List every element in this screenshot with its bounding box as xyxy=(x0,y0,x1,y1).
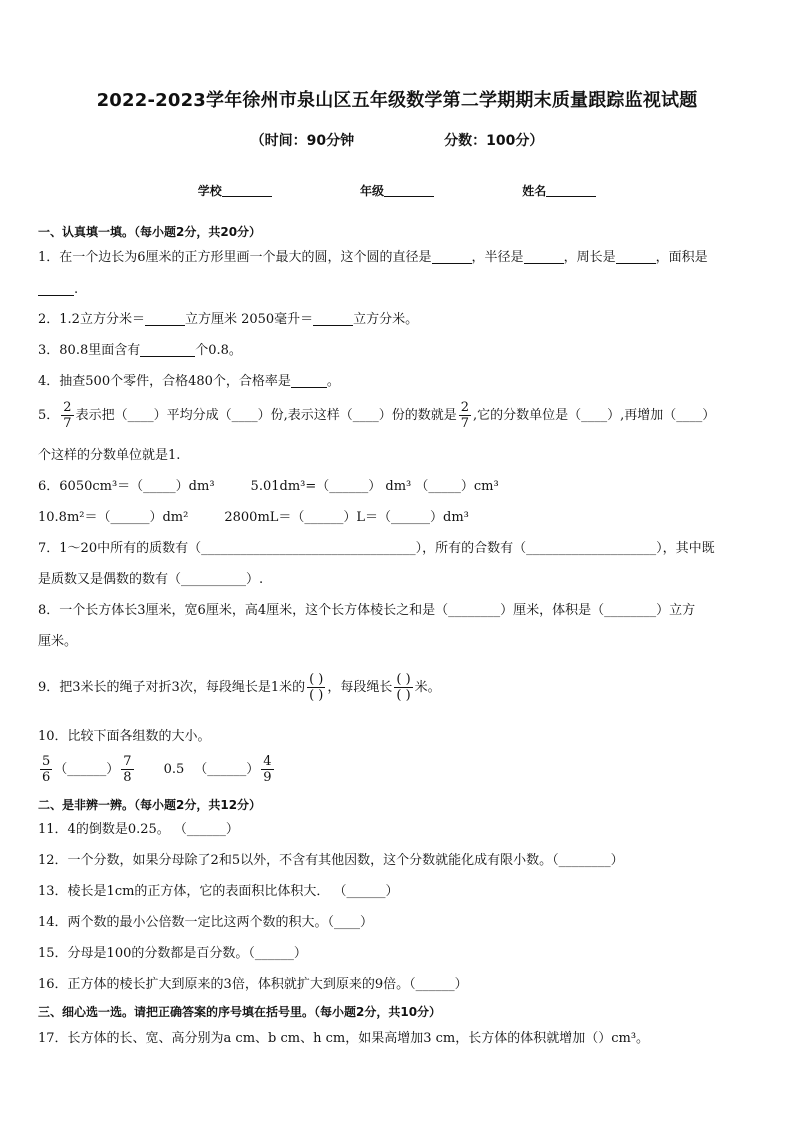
score-label: 分数：100分） xyxy=(444,133,544,149)
fraction-5-6: $\frac{5}{6}$ xyxy=(42,754,51,785)
question-3: 3．80.8里面含有 个0.8。 xyxy=(38,343,242,358)
question-1: 1．在一个边长为6厘米的正方形里画一个最大的圆，这个圆的直径是 ，半径是 ，周长是 ，面积是 xyxy=(38,250,708,265)
question-15: 15．分母是100的分数都是百分数。（______） xyxy=(38,946,307,961)
question-2: 2．1.2立方分米＝ 立方厘米 2050毫升＝ 立方分米。 xyxy=(38,312,419,327)
exam-title: 2022-2023学年徐州市泉山区五年级数学第二学期期末质量跟踪监视试题 xyxy=(96,90,698,111)
question-5-cont: 个这样的分数单位就是1. xyxy=(38,448,181,463)
question-7: 7．1～20中所有的质数有（_________________________________），所有的合数有（____________________），其中既 xyxy=(38,541,715,556)
blank-fraction: $\frac{( )}{( )}$ xyxy=(309,672,324,703)
question-12: 12．一个分数，如果分母除了2和5以外，不含有其他因数，这个分数就能化成有限小数。（________） xyxy=(38,853,624,868)
student-info xyxy=(0,182,794,199)
question-10-items: $\frac{5}{6}$ （______） $\frac{7}{8}$ 0.5 （______） $\frac{4}{9}$ xyxy=(42,754,272,785)
name-field[interactable] xyxy=(546,184,596,197)
name-label: 姓名 xyxy=(522,184,547,198)
section-2-heading: 二、是非辨一辨。（每小题2分，共12分） xyxy=(38,798,262,812)
question-8: 8．一个长方体长3厘米，宽6厘米，高4厘米，这个长方体棱长之和是（________）厘米，体积是（________）立方 xyxy=(38,603,696,618)
section-3-heading: 三、细心选一选。请把正确答案的序号填在括号里。（每小题2分，共10分） xyxy=(38,1005,442,1019)
school-field[interactable] xyxy=(222,184,272,197)
question-13: 13．棱长是1cm的正方体，它的表面积比体积大． （______） xyxy=(38,884,399,899)
question-7-cont: 是质数又是偶数的数有（__________）. xyxy=(38,572,264,587)
question-6-row-2: 10.8m²＝（______）dm² 2800mL＝（______）L＝（______）dm³ xyxy=(38,510,469,525)
question-1-cont: . xyxy=(38,280,78,300)
question-11: 11．4的倒数是0.25。 （______） xyxy=(38,822,239,837)
question-6-row-1: 6．6050cm³＝（_____）dm³ 5.01dm³=（______） dm³ （_____）cm³ xyxy=(38,479,499,494)
question-17: 17．长方体的长、宽、高分别为a cm、b cm、h cm，如果高增加3 cm，长方体的体积就增加（）cm³。 xyxy=(38,1031,650,1046)
grade-label: 年级 xyxy=(359,184,384,198)
grade-field[interactable] xyxy=(384,184,434,197)
fraction-2-7: $\frac{2}{7}$ xyxy=(63,400,72,431)
question-14: 14．两个数的最小公倍数一定比这两个数的积大。（____） xyxy=(38,915,374,930)
question-9: 9．把3米长的绳子对折3次，每段绳长是1米的 $\frac{( )}{( )}$ ，每段绳长 $\frac{( )}{( )}$ 米。 xyxy=(38,672,441,703)
question-4: 4．抽查500个零件，合格480个，合格率是 。 xyxy=(38,374,340,389)
fraction-7-8: $\frac{7}{8}$ xyxy=(123,754,132,785)
question-16: 16．正方体的棱长扩大到原来的3倍，体积就扩大到原来的9倍。（______） xyxy=(38,977,468,992)
school-label: 学校 xyxy=(197,184,222,198)
question-5: 5． $\frac{2}{7}$ 表示把（____）平均分成（____）份,表示这样（____）份的数就是 $\frac{2}{7}$ ,它的分数单位是（____）,再增加（____） xyxy=(38,400,716,431)
question-10: 10．比较下面各组数的大小。 xyxy=(38,729,211,744)
time-label: （时间：90分钟 xyxy=(250,133,355,149)
section-1-heading: 一、认真填一填。（每小题2分，共20分） xyxy=(38,225,262,239)
fraction-4-9: $\frac{4}{9}$ xyxy=(263,754,272,785)
exam-subtitle xyxy=(0,130,794,150)
blank-fraction: $\frac{( )}{( )}$ xyxy=(396,672,411,703)
fraction-2-7: $\frac{2}{7}$ xyxy=(460,400,469,431)
question-8-cont: 厘米。 xyxy=(38,634,78,649)
